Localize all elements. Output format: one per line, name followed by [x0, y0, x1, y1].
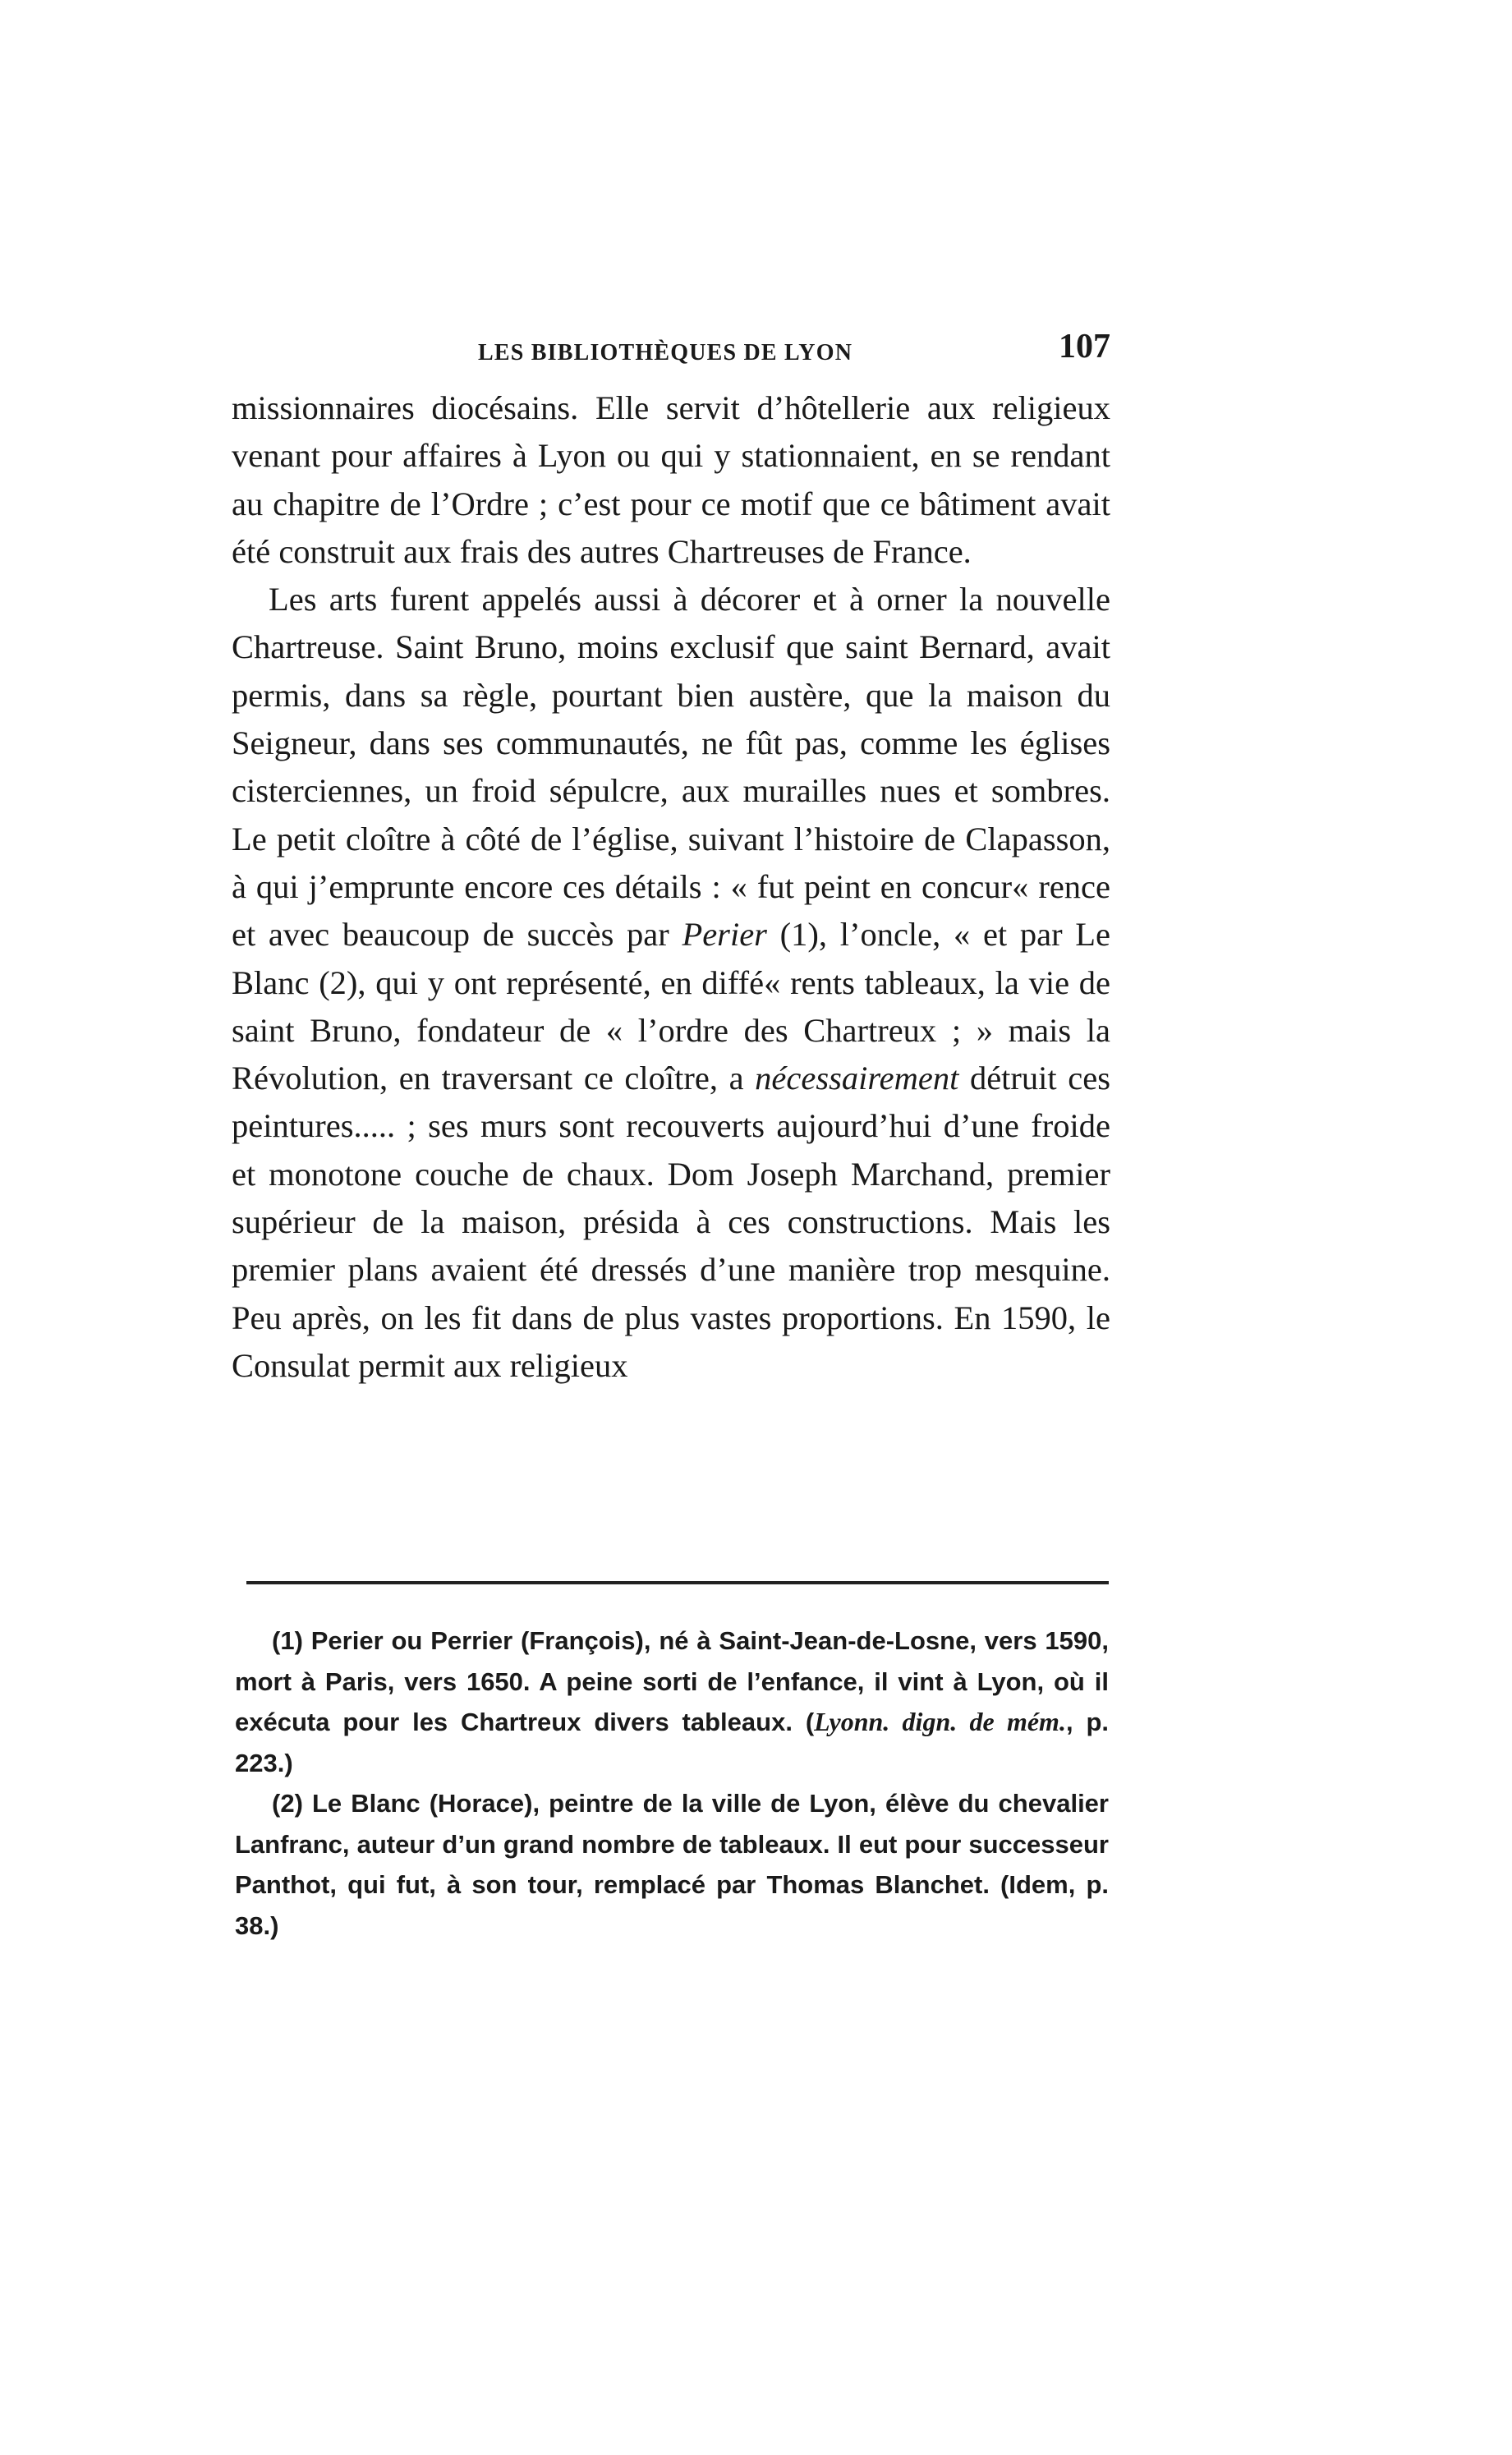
paragraph-2-text-b: (1), l’oncle, « et par Le Blanc (2), qui y ont représenté, en diffé« rents tableaux, la vie de saint Bruno, fondateur de « l’ordre des Chartreux ; » mais la Révolution, en traversant ce cloître, a — [232, 916, 1111, 1097]
footnote-1 — [235, 1621, 1109, 1783]
running-title: LES BIBLIOTHÈQUES DE LYON — [478, 340, 853, 365]
emphasis-necessairement: nécessairement — [755, 1060, 959, 1097]
paragraph-2 — [232, 576, 1110, 1390]
footnote-1-text-b: , p. 223.) — [235, 1708, 1109, 1777]
page-number: 107 — [1059, 328, 1110, 365]
paragraph-2-text-c: détruit ces peintures..... ; ses murs sont recouverts aujourd’hui d’une froide et monotone couche de chaux. Dom Joseph Marchand, premier supérieur de la maison, présida à ces constructions. Mais les premier plans avaient été dressés d’une manière trop mesquine. Peu après, on les fit dans de plus vastes proportions. En 1590, le Consulat permit aux religieux — [232, 1060, 1110, 1384]
footnote-1-citation: Lyonn. dign. de mém. — [814, 1707, 1066, 1736]
page-header — [232, 327, 1110, 384]
paragraph-2-text-a: Les arts furent appelés aussi à décorer et à orner la nouvelle Chartreuse. Saint Bruno, moins exclusif que saint Bernard, avait permis, dans sa règle, pourtant bien austère, que la maison du Seigneur, dans ses communautés, ne fût pas, comme les églises cisterciennes, un froid sépulcre, aux murailles nues et sombres. Le petit cloître à côté de l’église, suivant l’histoire de Clapasson, à qui j’emprunte encore ces détails : « fut peint en concur« rence et avec beaucoup de succès par — [232, 581, 1110, 954]
footnote-1-text-a: (1) Perier ou Perrier (François), né à Saint-Jean-de-Losne, vers 1590, mort à Paris, vers 1650. A peine sorti de l’enfance, il vint à Lyon, où il exécuta pour les Chartreux divers tableaux. ( — [235, 1626, 1109, 1736]
footnote-2: (2) Le Blanc (Horace), peintre de la ville de Lyon, élève du chevalier Lanfranc, auteur d’un grand nombre de tableaux. Il eut pour successeur Panthot, qui fut, à son tour, remplacé par Thomas Blanchet. (Idem, p. 38.) — [235, 1789, 1109, 1940]
footnotes — [235, 1621, 1109, 1946]
main-text — [232, 384, 1110, 1390]
footnote-divider — [246, 1581, 1109, 1584]
emphasis-perier: Perier — [682, 916, 767, 954]
paragraph-1: missionnaires diocésains. Elle servit d’hôtellerie aux religieux venant pour affaires à Lyon ou qui y stationnaient, en se rendant au chapitre de l’Ordre ; c’est pour ce motif que ce bâtiment avait été construit aux frais des autres Chartreuses de France. — [232, 389, 1110, 570]
